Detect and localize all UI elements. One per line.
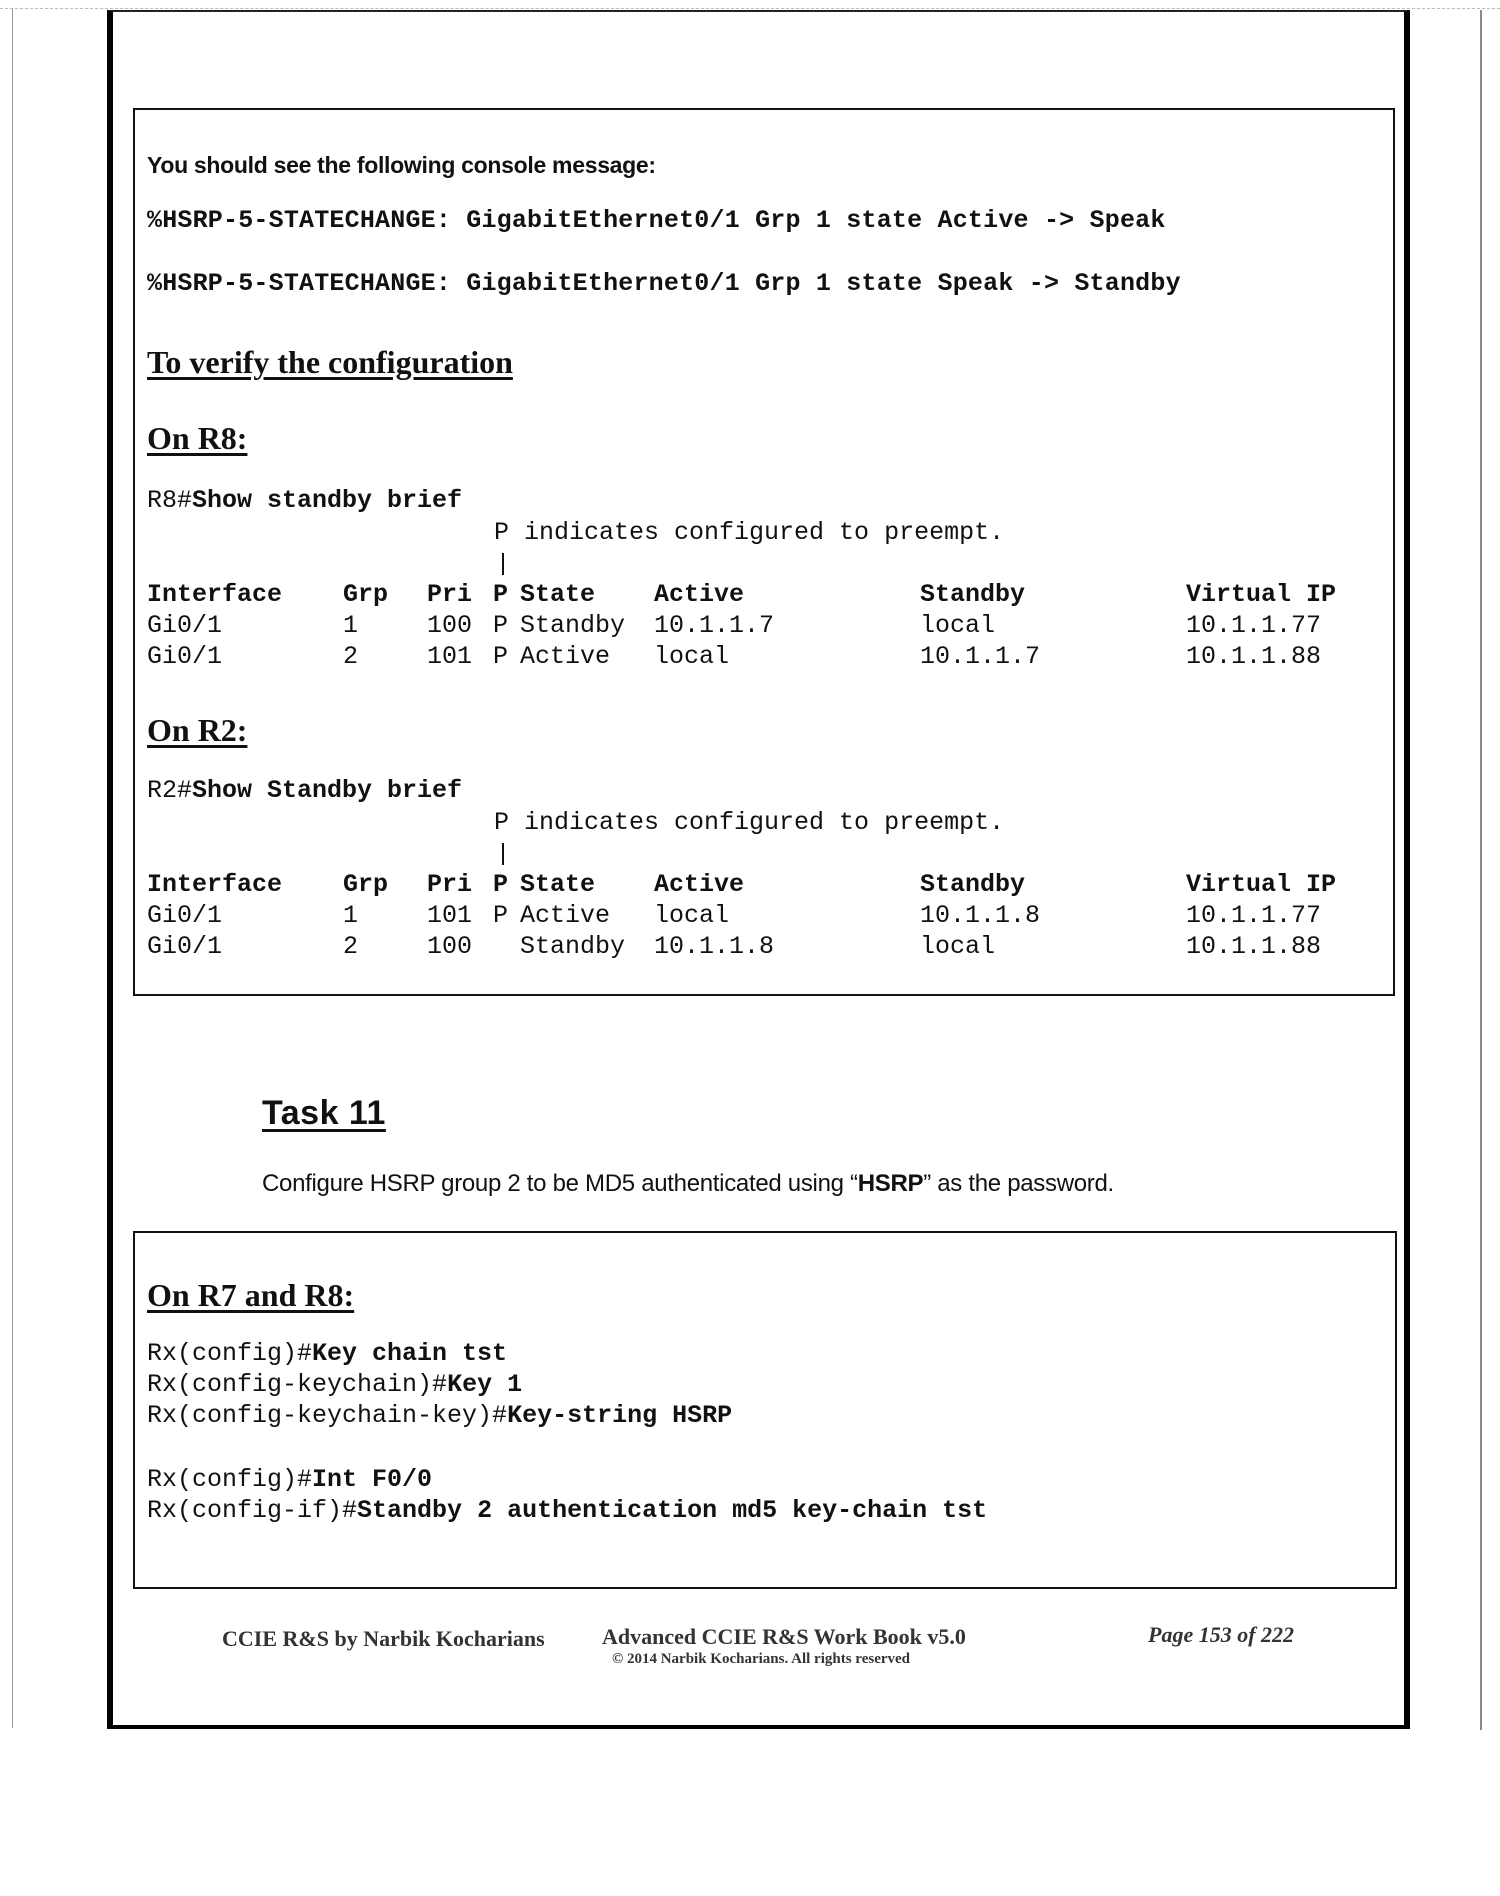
command: Int F0/0 — [312, 1465, 433, 1494]
scan-edge-right — [1480, 10, 1482, 1730]
col-interface: Interface — [147, 870, 283, 899]
preempt-pointer — [502, 553, 504, 575]
cell-interface: Gi0/1 — [147, 932, 223, 961]
col-standby: Standby — [920, 870, 1026, 899]
cell-standby: 10.1.1.7 — [920, 642, 1041, 671]
col-grp: Grp — [343, 870, 389, 899]
command: Key chain tst — [312, 1339, 508, 1368]
console-message: %HSRP-5-STATECHANGE: GigabitEthernet0/1 Grp 1 state Speak -> Standby — [147, 269, 1181, 298]
config-heading: On R7 and R8: — [147, 1277, 355, 1313]
command: Key 1 — [447, 1370, 523, 1399]
hsrp-table-r2 — [147, 869, 1366, 962]
table-row — [147, 641, 1366, 672]
col-interface: Interface — [147, 580, 283, 609]
cell-grp: 2 — [343, 642, 359, 671]
prompt: Rx(config-if)# — [147, 1496, 358, 1525]
cell-pri: 100 — [427, 932, 473, 961]
table-row — [147, 900, 1366, 931]
col-p: P — [493, 580, 509, 609]
col-grp: Grp — [343, 580, 389, 609]
col-active: Active — [654, 580, 745, 609]
col-pri: Pri — [427, 870, 473, 899]
config-line — [147, 1339, 507, 1368]
col-active: Active — [654, 870, 745, 899]
cell-active: 10.1.1.7 — [654, 611, 775, 640]
command: Show Standby brief — [192, 776, 463, 805]
table-row — [147, 931, 1366, 962]
cell-standby: local — [920, 611, 996, 640]
col-virtual-ip: Virtual IP — [1186, 870, 1337, 899]
prompt: Rx(config)# — [147, 1465, 313, 1494]
hsrp-table-r8 — [147, 579, 1366, 672]
footer-page-number: Page 153 of 222 — [1148, 1622, 1295, 1647]
cell-standby: local — [920, 932, 996, 961]
cell-grp: 2 — [343, 932, 359, 961]
col-pri: Pri — [427, 580, 473, 609]
task-description-after: ” as the password. — [923, 1170, 1114, 1197]
cell-active: local — [654, 642, 730, 671]
config-line — [147, 1496, 987, 1525]
table-header-row — [147, 869, 1366, 900]
table-row — [147, 610, 1366, 641]
verification-box — [133, 108, 1395, 996]
cell-state: Active — [520, 901, 611, 930]
section-heading-r8: On R8: — [147, 420, 248, 456]
section-heading-r2: On R2: — [147, 712, 248, 748]
preempt-note: P indicates configured to preempt. — [494, 518, 1005, 547]
cell-interface: Gi0/1 — [147, 611, 223, 640]
intro-text: You should see the following console message: — [147, 152, 656, 178]
cell-virtual-ip: 10.1.1.77 — [1186, 611, 1322, 640]
command: Key-string HSRP — [507, 1401, 733, 1430]
command: Show standby brief — [192, 486, 463, 515]
command-line — [147, 776, 462, 805]
cell-virtual-ip: 10.1.1.88 — [1186, 642, 1322, 671]
cell-p: P — [493, 642, 509, 671]
prompt: R8# — [147, 486, 193, 515]
task-password: HSRP — [857, 1170, 924, 1197]
table-header-row — [147, 579, 1366, 610]
cell-virtual-ip: 10.1.1.77 — [1186, 901, 1322, 930]
config-line — [147, 1370, 522, 1399]
cell-pri: 101 — [427, 642, 473, 671]
prompt: Rx(config)# — [147, 1339, 313, 1368]
footer-book-title: Advanced CCIE R&S Work Book v5.0 — [602, 1624, 966, 1649]
prompt: R2# — [147, 776, 193, 805]
cell-state: Active — [520, 642, 611, 671]
col-virtual-ip: Virtual IP — [1186, 580, 1337, 609]
col-state: State — [520, 870, 596, 899]
cell-active: local — [654, 901, 730, 930]
preempt-note: P indicates configured to preempt. — [494, 808, 1005, 837]
command: Standby 2 authentication md5 key-chain tst — [357, 1496, 988, 1525]
verify-heading: To verify the configuration — [147, 344, 513, 380]
cell-pri: 101 — [427, 901, 473, 930]
cell-p: P — [493, 611, 509, 640]
scan-edge-left — [12, 8, 13, 1728]
preempt-pointer — [502, 843, 504, 865]
config-line — [147, 1465, 432, 1494]
col-p: P — [493, 870, 509, 899]
cell-interface: Gi0/1 — [147, 642, 223, 671]
cell-state: Standby — [520, 611, 626, 640]
task-title: Task 11 — [262, 1094, 386, 1132]
footer-author: CCIE R&S by Narbik Kocharians — [222, 1626, 545, 1651]
prompt: Rx(config-keychain)# — [147, 1370, 448, 1399]
console-message: %HSRP-5-STATECHANGE: GigabitEthernet0/1 Grp 1 state Active -> Speak — [147, 206, 1166, 235]
col-standby: Standby — [920, 580, 1026, 609]
cell-standby: 10.1.1.8 — [920, 901, 1041, 930]
cell-grp: 1 — [343, 611, 359, 640]
cell-interface: Gi0/1 — [147, 901, 223, 930]
task-description — [262, 1170, 1114, 1198]
col-state: State — [520, 580, 596, 609]
cell-active: 10.1.1.8 — [654, 932, 775, 961]
command-line — [147, 486, 462, 515]
task-description-before: Configure HSRP group 2 to be MD5 authenticated using “ — [262, 1170, 858, 1197]
cell-p — [493, 931, 520, 962]
cell-virtual-ip: 10.1.1.88 — [1186, 932, 1322, 961]
cell-pri: 100 — [427, 611, 473, 640]
footer-copyright: © 2014 Narbik Kocharians. All rights reserved — [612, 1651, 911, 1667]
cell-p: P — [493, 901, 509, 930]
prompt: Rx(config-keychain-key)# — [147, 1401, 508, 1430]
cell-grp: 1 — [343, 901, 359, 930]
configuration-box — [133, 1231, 1397, 1589]
config-line — [147, 1401, 732, 1430]
cell-state: Standby — [520, 932, 626, 961]
